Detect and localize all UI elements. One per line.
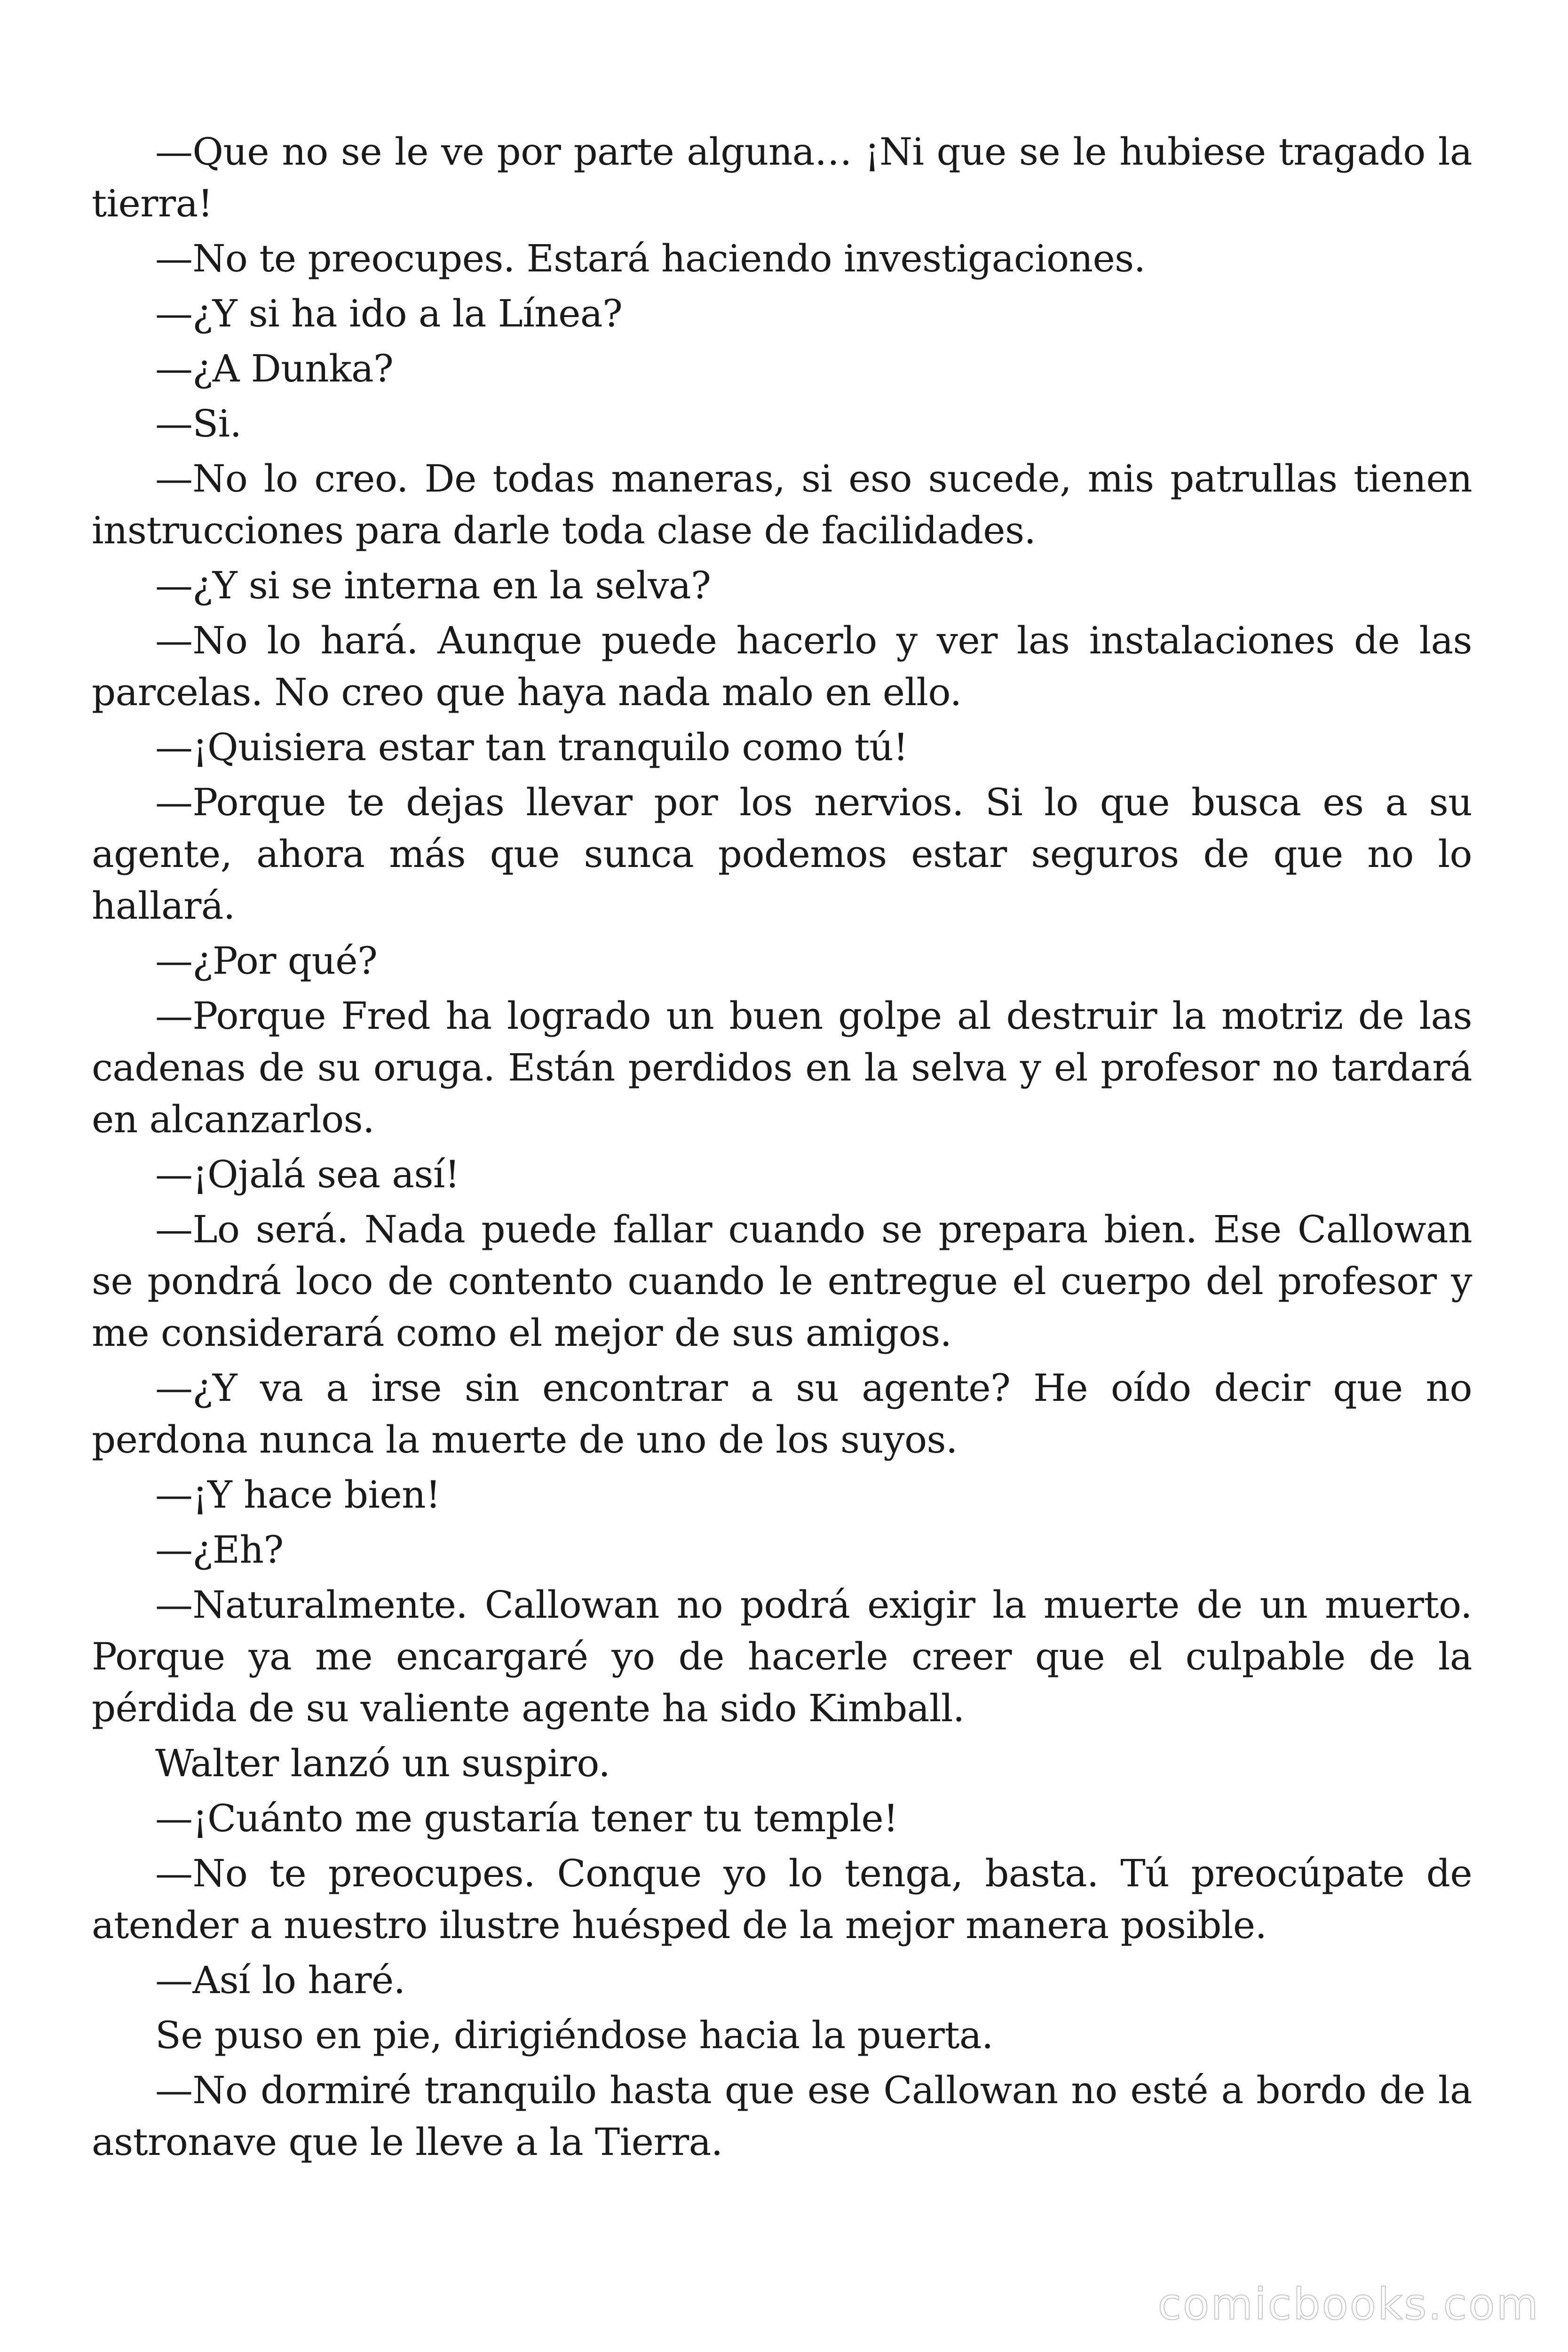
paragraph: —Porque te dejas llevar por los nervios. Si lo que busca es a su agente, ahora más que sunca podemos estar seguros de que no lo hallará. — [92, 780, 1472, 928]
paragraph: —¡Ojalá sea así! — [155, 1152, 460, 1196]
paragraph: —¿A Dunka? — [155, 347, 394, 390]
paragraph: Se puso en pie, dirigiéndose hacia la puerta. — [155, 2013, 993, 2057]
paragraph: —Porque Fred ha logrado un buen golpe al destruir la motriz de las cadenas de su oruga. Están perdidos en la selva y el profesor no tardará en alcanzarlos. — [92, 994, 1472, 1141]
paragraph: —No lo creo. De todas maneras, si eso sucede, mis patrullas tienen instrucciones para darle toda clase de facilidades. — [92, 457, 1472, 552]
paragraph: —No te preocupes. Estará haciendo investigaciones. — [155, 237, 1146, 280]
paragraph: Walter lanzó un suspiro. — [155, 1741, 610, 1785]
paragraph: —No te preocupes. Conque yo lo tenga, basta. Tú preocúpate de atender a nuestro ilustre huésped de la mejor manera posible. — [92, 1851, 1472, 1947]
paragraph: —¿Y si ha ido a la Línea? — [155, 292, 623, 335]
paragraph: —¿Y va a irse sin encontrar a su agente? He oído decir que no perdona nunca la muerte de uno de los suyos. — [92, 1366, 1472, 1462]
paragraph: —Si. — [155, 402, 242, 445]
paragraph: —¿Eh? — [155, 1528, 284, 1572]
paragraph: —Naturalmente. Callowan no podrá exigir la muerte de un muerto. Porque ya me encargaré yo de hacerle creer que el culpable de la pérdida de su valiente agente ha sido Kimball. — [92, 1583, 1472, 1730]
paragraph: —¡Cuánto me gustaría tener tu temple! — [155, 1796, 898, 1840]
paragraph: —Lo será. Nada puede fallar cuando se prepara bien. Ese Callowan se pondrá loco de contento cuando le entregue el cuerpo del profesor y me considerará como el mejor de sus amigos. — [92, 1208, 1472, 1355]
paragraph: —¿Y si se interna en la selva? — [155, 564, 711, 607]
paragraph: —Que no se le ve por parte alguna… ¡Ni que se le hubiese tragado la tierra! — [92, 130, 1472, 225]
paragraph: —No dormiré tranquilo hasta que ese Callowan no esté a bordo de la astronave que le lleve a la Tierra. — [92, 2068, 1472, 2164]
page-text — [92, 126, 1472, 2171]
paragraph: —¡Quisiera estar tan tranquilo como tú! — [155, 725, 908, 769]
paragraph: —Así lo haré. — [155, 1958, 405, 2002]
paragraph: —¿Por qué? — [155, 939, 378, 983]
watermark: comicbooks.com — [1157, 2279, 1540, 2329]
paragraph: —¡Y hace bien! — [155, 1473, 441, 1517]
paragraph: —No lo hará. Aunque puede hacerlo y ver las instalaciones de las parcelas. No creo que haya nada malo en ello. — [92, 619, 1472, 714]
